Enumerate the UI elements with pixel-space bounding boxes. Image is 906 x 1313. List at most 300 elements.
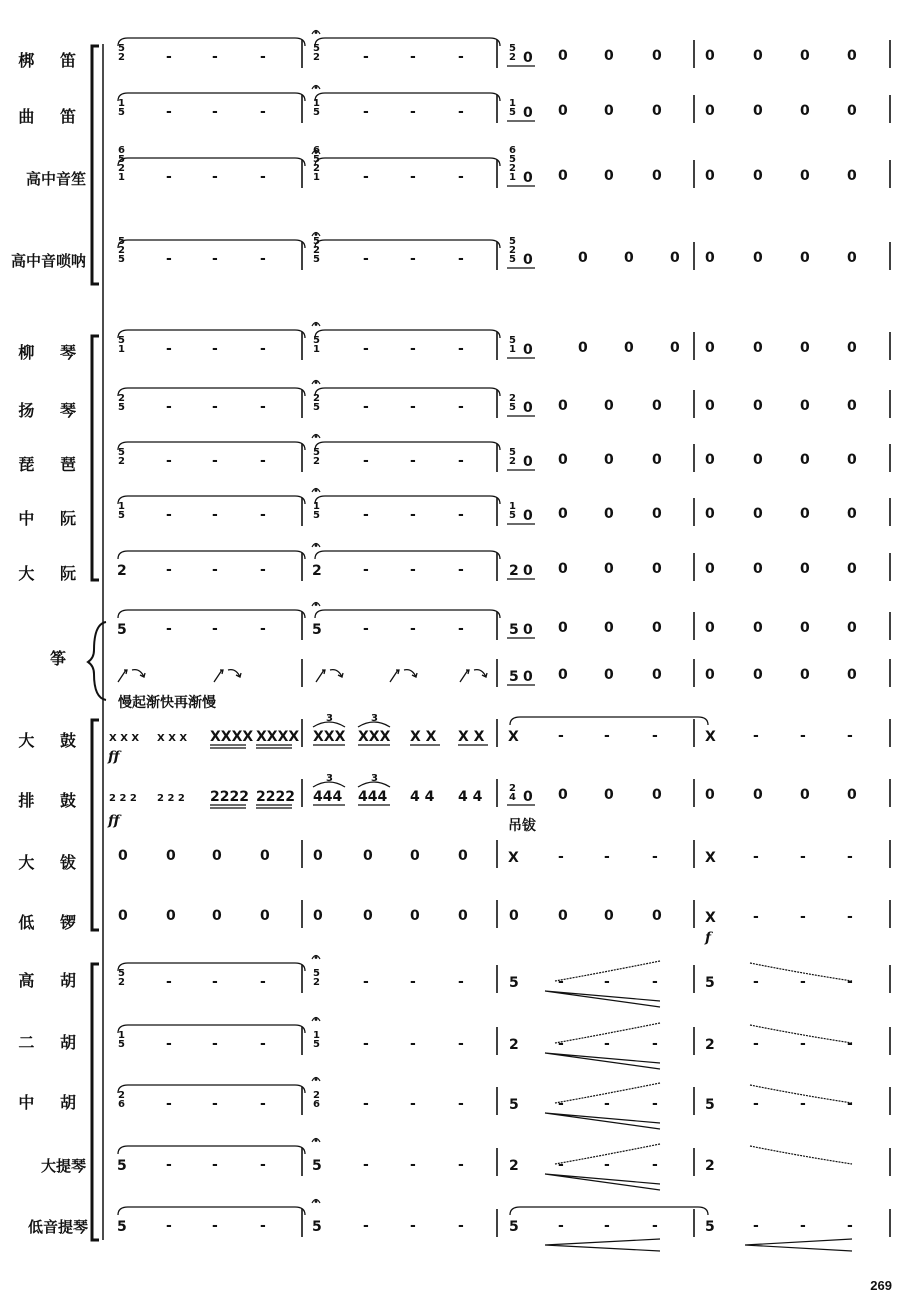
hold-dash: - (800, 1036, 806, 1052)
pitch-digit: 2 (509, 245, 516, 256)
instrument-label-datiqin: 大提琴 (40, 1157, 86, 1175)
hold-dash: - (260, 1218, 266, 1234)
hold-dash: - (652, 1218, 658, 1234)
pitch-digit: 5 (313, 154, 320, 165)
drum-pattern: 2222 (210, 789, 249, 805)
rest: 0 (652, 398, 662, 414)
pitch-digit: 1 (118, 501, 125, 512)
hold-dash: - (458, 1157, 464, 1173)
hold-dash: - (558, 849, 564, 865)
pitch-digit: 5 (509, 254, 516, 265)
pitch-digit: 5 (312, 1219, 322, 1235)
rest: 0 (523, 563, 533, 579)
hold-dash: - (753, 1096, 759, 1112)
rest: 0 (753, 398, 763, 414)
rest: 0 (604, 103, 614, 119)
dynamic-f: f (705, 930, 712, 946)
rest: 0 (705, 48, 715, 64)
hold-dash: - (212, 507, 218, 523)
hold-dash: - (800, 1218, 806, 1234)
drum-pattern: XXX (313, 729, 346, 745)
rest: 0 (800, 667, 810, 683)
pitch-digit: 5 (118, 335, 125, 346)
rest: 0 (847, 667, 857, 683)
crescendo-hairpin (545, 1053, 660, 1069)
rest: 0 (705, 667, 715, 683)
rest: 0 (652, 561, 662, 577)
hold-dash: - (212, 1218, 218, 1234)
hold-dash: - (410, 621, 416, 637)
drum-pattern: XXX (358, 729, 391, 745)
rest: 0 (753, 787, 763, 803)
hold-dash: - (166, 169, 172, 185)
pitch-digit: 5 (313, 402, 320, 413)
rest: 0 (313, 848, 323, 864)
tie (315, 610, 500, 618)
hold-dash: - (260, 1096, 266, 1112)
hold-dash: - (260, 341, 266, 357)
instrument-label-zheng: 筝 (49, 649, 76, 668)
fermata-dot (315, 324, 317, 326)
hold-dash: - (212, 621, 218, 637)
rest: 0 (652, 667, 662, 683)
pitch-digit: 2 (313, 977, 320, 988)
rest: 0 (166, 908, 176, 924)
pitch-digit: 5 (313, 1039, 320, 1050)
rest: 0 (705, 168, 715, 184)
hold-dash: - (800, 974, 806, 990)
rest: 0 (800, 250, 810, 266)
rest: 0 (753, 620, 763, 636)
pitch-digit: 5 (312, 1158, 322, 1174)
drum-pattern: 4 4 (458, 789, 483, 805)
hold-dash: - (166, 974, 172, 990)
instrument-label-liudi: 梆 笛 (18, 51, 86, 70)
rest: 0 (705, 452, 715, 468)
triplet-mark: 3 (371, 773, 378, 784)
rest: 0 (705, 561, 715, 577)
hold-dash: - (212, 49, 218, 65)
fermata-dot (315, 436, 317, 438)
pitch-digit: 5 (509, 43, 516, 54)
pitch-digit: 2 (118, 1090, 125, 1101)
dynamic-ff: ff (108, 749, 120, 765)
fermata-dot (315, 604, 317, 606)
hold-dash: - (363, 1096, 369, 1112)
hold-dash: - (800, 849, 806, 865)
hold-dash: - (212, 169, 218, 185)
pitch-digit: 5 (313, 107, 320, 118)
rest: 0 (847, 561, 857, 577)
rest: 0 (705, 787, 715, 803)
hold-dash: - (260, 562, 266, 578)
tie (118, 330, 305, 338)
hold-dash: - (458, 399, 464, 415)
arc-arrow (228, 670, 241, 677)
drum-pattern: 444 (358, 789, 388, 805)
rest: 0 (652, 620, 662, 636)
hold-dash: - (363, 507, 369, 523)
hold-dash: - (166, 1157, 172, 1173)
tie (118, 38, 305, 46)
hold-dash: - (458, 1218, 464, 1234)
pitch-digit: 5 (509, 975, 519, 991)
rest: 0 (558, 908, 568, 924)
tie (118, 1207, 305, 1215)
tie (315, 388, 500, 396)
hold-dash: - (753, 1218, 759, 1234)
hold-dash: - (800, 728, 806, 744)
pitch-digit: 5 (118, 402, 125, 413)
rest: 0 (800, 620, 810, 636)
crescendo-hairpin (545, 1113, 660, 1129)
hold-dash: - (410, 49, 416, 65)
rest: 0 (313, 908, 323, 924)
hold-dash: - (558, 974, 564, 990)
rest: 0 (847, 452, 857, 468)
hold-dash: - (652, 1157, 658, 1173)
fermata-dot (315, 957, 317, 959)
rest: 0 (847, 250, 857, 266)
hold-dash: - (604, 1218, 610, 1234)
rest: 0 (604, 48, 614, 64)
pitch-digit: 5 (117, 622, 127, 638)
rest: 0 (652, 168, 662, 184)
pitch-digit: 2 (509, 1158, 519, 1174)
hold-dash: - (212, 341, 218, 357)
hold-dash: - (458, 104, 464, 120)
tie (118, 158, 305, 166)
hold-dash: - (458, 1036, 464, 1052)
pitch-digit: 2 (509, 163, 516, 174)
hold-dash: - (363, 251, 369, 267)
hold-dash: - (212, 399, 218, 415)
hold-dash: - (212, 974, 218, 990)
rest: 0 (652, 103, 662, 119)
drum-pattern: XXXX (256, 729, 300, 745)
triplet-mark: 3 (326, 773, 333, 784)
pitch-digit: 5 (117, 1158, 127, 1174)
hold-dash: - (260, 399, 266, 415)
rest: 0 (558, 103, 568, 119)
instrument-label-liuqin: 柳 琴 (18, 343, 86, 362)
instrument-label-suona: 高中音唢呐 (10, 252, 86, 270)
glissando-arrow (316, 670, 325, 682)
pitch-digit: 2 (313, 456, 320, 467)
pitch-digit: 2 (509, 456, 516, 467)
drum-hit: X (508, 729, 519, 745)
hold-dash: - (800, 1096, 806, 1112)
hold-dash: - (847, 1036, 853, 1052)
fermata-dot (315, 1140, 317, 1142)
hold-dash: - (166, 104, 172, 120)
fermata-dot (315, 1079, 317, 1081)
hold-dash: - (166, 251, 172, 267)
hold-dash: - (260, 104, 266, 120)
hold-dash: - (652, 1096, 658, 1112)
tie (118, 551, 305, 559)
arc-arrow (404, 670, 417, 677)
rest: 0 (604, 506, 614, 522)
tie (118, 1025, 305, 1033)
hold-dash: - (260, 1036, 266, 1052)
crescendo-hairpin (545, 1174, 660, 1190)
pitch-digit: 2 (509, 563, 519, 579)
tie (315, 158, 500, 166)
rest: 0 (800, 561, 810, 577)
pitch-digit: 6 (313, 145, 320, 156)
hold-dash: - (260, 974, 266, 990)
rest: 0 (753, 250, 763, 266)
rest: 0 (705, 340, 715, 356)
pitch-digit: 2 (118, 163, 125, 174)
rest: 0 (652, 452, 662, 468)
glissando-arrow (118, 670, 127, 682)
instrument-label-diyin: 低音提琴 (27, 1218, 88, 1236)
pitch-digit: 1 (313, 98, 320, 109)
pitch-digit: 5 (118, 1039, 125, 1050)
hold-dash: - (558, 1218, 564, 1234)
hold-dash: - (260, 251, 266, 267)
rest: 0 (118, 848, 128, 864)
hold-dash: - (410, 399, 416, 415)
rest: 0 (705, 250, 715, 266)
tie (118, 610, 305, 618)
triplet-mark: 3 (326, 713, 333, 724)
fermata-dot (315, 1019, 317, 1021)
rest: 0 (753, 506, 763, 522)
pitch-digit: 5 (705, 1097, 715, 1113)
hold-dash: - (558, 1157, 564, 1173)
hold-dash: - (458, 562, 464, 578)
instrument-label-zhongruan: 中 阮 (18, 509, 86, 528)
rest: 0 (523, 342, 533, 358)
arc-arrow (132, 670, 145, 677)
pitch-digit: 5 (118, 510, 125, 521)
rest: 0 (604, 561, 614, 577)
pitch-digit: 6 (313, 1099, 320, 1110)
drum-grace-group: 2 2 2 (109, 793, 137, 804)
zheng-tempo-direction: 慢起渐快再渐慢 (118, 695, 216, 711)
hairpin (545, 1239, 660, 1251)
rest: 0 (604, 452, 614, 468)
pitch-digit: 2 (118, 456, 125, 467)
pitch-digit: 2 (509, 783, 516, 794)
tie (510, 717, 708, 725)
rest: 0 (604, 398, 614, 414)
rest: 0 (260, 848, 270, 864)
hold-dash: - (458, 453, 464, 469)
hold-dash: - (847, 974, 853, 990)
hold-dash: - (410, 974, 416, 990)
hold-dash: - (604, 1036, 610, 1052)
hold-dash: - (410, 507, 416, 523)
hold-dash: - (363, 1036, 369, 1052)
instrument-label-paigu: 排 鼓 (18, 791, 86, 810)
rest: 0 (753, 48, 763, 64)
crescendo-hairpin (545, 991, 660, 1007)
drum-pattern: 4 4 (410, 789, 435, 805)
rest: 0 (558, 561, 568, 577)
hold-dash: - (363, 104, 369, 120)
tie (315, 93, 500, 101)
rest: 0 (363, 848, 373, 864)
rest: 0 (847, 48, 857, 64)
hold-dash: - (212, 1096, 218, 1112)
rest: 0 (558, 620, 568, 636)
rest: 0 (212, 908, 222, 924)
pitch-digit: 2 (117, 563, 127, 579)
rest: 0 (604, 620, 614, 636)
hold-dash: - (458, 974, 464, 990)
pitch-digit: 1 (313, 172, 320, 183)
hold-dash: - (410, 104, 416, 120)
pitch-digit: 1 (118, 172, 125, 183)
instrument-label-sheng: 高中音笙 (25, 170, 86, 188)
rest: 0 (523, 170, 533, 186)
pitch-digit: 5 (118, 107, 125, 118)
rest: 0 (652, 908, 662, 924)
tie (315, 551, 500, 559)
hold-dash: - (458, 621, 464, 637)
pitch-digit: 5 (313, 236, 320, 247)
pitch-digit: 5 (313, 968, 320, 979)
hold-dash: - (212, 104, 218, 120)
pitch-digit: 1 (118, 344, 125, 355)
rest: 0 (753, 103, 763, 119)
pitch-digit: 5 (117, 1219, 127, 1235)
hold-dash: - (166, 562, 172, 578)
hold-dash: - (652, 1036, 658, 1052)
drum-grace-group: X X X (157, 733, 188, 744)
hold-dash: - (166, 453, 172, 469)
glissando-arrow (214, 670, 223, 682)
hold-dash: - (753, 728, 759, 744)
tie (315, 240, 500, 248)
pitch-digit: 5 (313, 510, 320, 521)
rest: 0 (523, 669, 533, 685)
pitch-digit: 5 (118, 43, 125, 54)
pitch-digit: 5 (509, 335, 516, 346)
rest: 0 (558, 787, 568, 803)
instrument-label-yangqin: 扬 琴 (18, 401, 86, 420)
rest: 0 (604, 667, 614, 683)
trill-line (750, 1146, 852, 1164)
pitch-digit: 1 (118, 1030, 125, 1041)
rest: 0 (800, 452, 810, 468)
pitch-digit: 1 (509, 98, 516, 109)
rest: 0 (410, 908, 420, 924)
rest: 0 (670, 250, 680, 266)
rest: 0 (753, 452, 763, 468)
rest: 0 (753, 667, 763, 683)
hold-dash: - (166, 507, 172, 523)
hold-dash: - (410, 1096, 416, 1112)
hold-dash: - (260, 453, 266, 469)
tie (510, 1207, 708, 1215)
rest: 0 (523, 508, 533, 524)
pitch-digit: 5 (313, 447, 320, 458)
drum-grace-group: X X X (109, 733, 140, 744)
hold-dash: - (847, 909, 853, 925)
rest: 0 (624, 250, 634, 266)
fermata-dot (315, 1201, 317, 1203)
pitch-digit: 5 (509, 669, 519, 685)
pitch-digit: 5 (705, 1219, 715, 1235)
drum-pattern: X X (458, 729, 485, 745)
pitch-digit: 1 (118, 98, 125, 109)
rest: 0 (558, 506, 568, 522)
rest: 0 (604, 908, 614, 924)
pitch-digit: 5 (509, 402, 516, 413)
hold-dash: - (410, 1218, 416, 1234)
glissando-arrow (460, 670, 469, 682)
hold-dash: - (558, 728, 564, 744)
rest: 0 (800, 398, 810, 414)
rest: 0 (523, 454, 533, 470)
rest: 0 (800, 168, 810, 184)
rest: 0 (800, 787, 810, 803)
pitch-digit: 6 (118, 145, 125, 156)
pitch-digit: 5 (312, 622, 322, 638)
pitch-digit: 2 (312, 563, 322, 579)
hold-dash: - (363, 169, 369, 185)
pitch-digit: 5 (509, 1097, 519, 1113)
hold-dash: - (363, 453, 369, 469)
pitch-digit: 2 (313, 163, 320, 174)
cymbal-hit: X (705, 850, 716, 866)
hold-dash: - (458, 507, 464, 523)
pitch-digit: 6 (118, 1099, 125, 1110)
pitch-digit: 5 (509, 447, 516, 458)
cymbal-hit: X (508, 850, 519, 866)
rest: 0 (523, 400, 533, 416)
triplet-mark: 3 (371, 713, 378, 724)
hold-dash: - (458, 341, 464, 357)
hold-dash: - (212, 562, 218, 578)
rest: 0 (705, 398, 715, 414)
pitch-digit: 1 (313, 1030, 320, 1041)
instrument-label-daruan: 大 阮 (18, 564, 86, 583)
pitch-digit: 5 (313, 43, 320, 54)
hold-dash: - (410, 251, 416, 267)
instrument-label-pipa: 琵 琶 (18, 455, 86, 474)
hold-dash: - (363, 1218, 369, 1234)
hold-dash: - (410, 1157, 416, 1173)
rest: 0 (847, 168, 857, 184)
instrument-label-diluo: 低 锣 (18, 913, 86, 932)
hold-dash: - (800, 909, 806, 925)
notation-marks (107, 43, 857, 1235)
hold-dash: - (166, 621, 172, 637)
rest: 0 (212, 848, 222, 864)
pitch-digit: 2 (705, 1037, 715, 1053)
pitch-digit: 2 (509, 393, 516, 404)
hold-dash: - (410, 341, 416, 357)
rest: 0 (847, 787, 857, 803)
hold-dash: - (410, 169, 416, 185)
hairpin (745, 1239, 852, 1251)
rest: 0 (604, 168, 614, 184)
rest: 0 (578, 340, 588, 356)
pitch-digit: 5 (313, 254, 320, 265)
rest: 0 (753, 340, 763, 356)
pitch-digit: 4 (509, 792, 516, 803)
hold-dash: - (410, 453, 416, 469)
hold-dash: - (260, 621, 266, 637)
hold-dash: - (604, 849, 610, 865)
pitch-digit: 2 (313, 1090, 320, 1101)
